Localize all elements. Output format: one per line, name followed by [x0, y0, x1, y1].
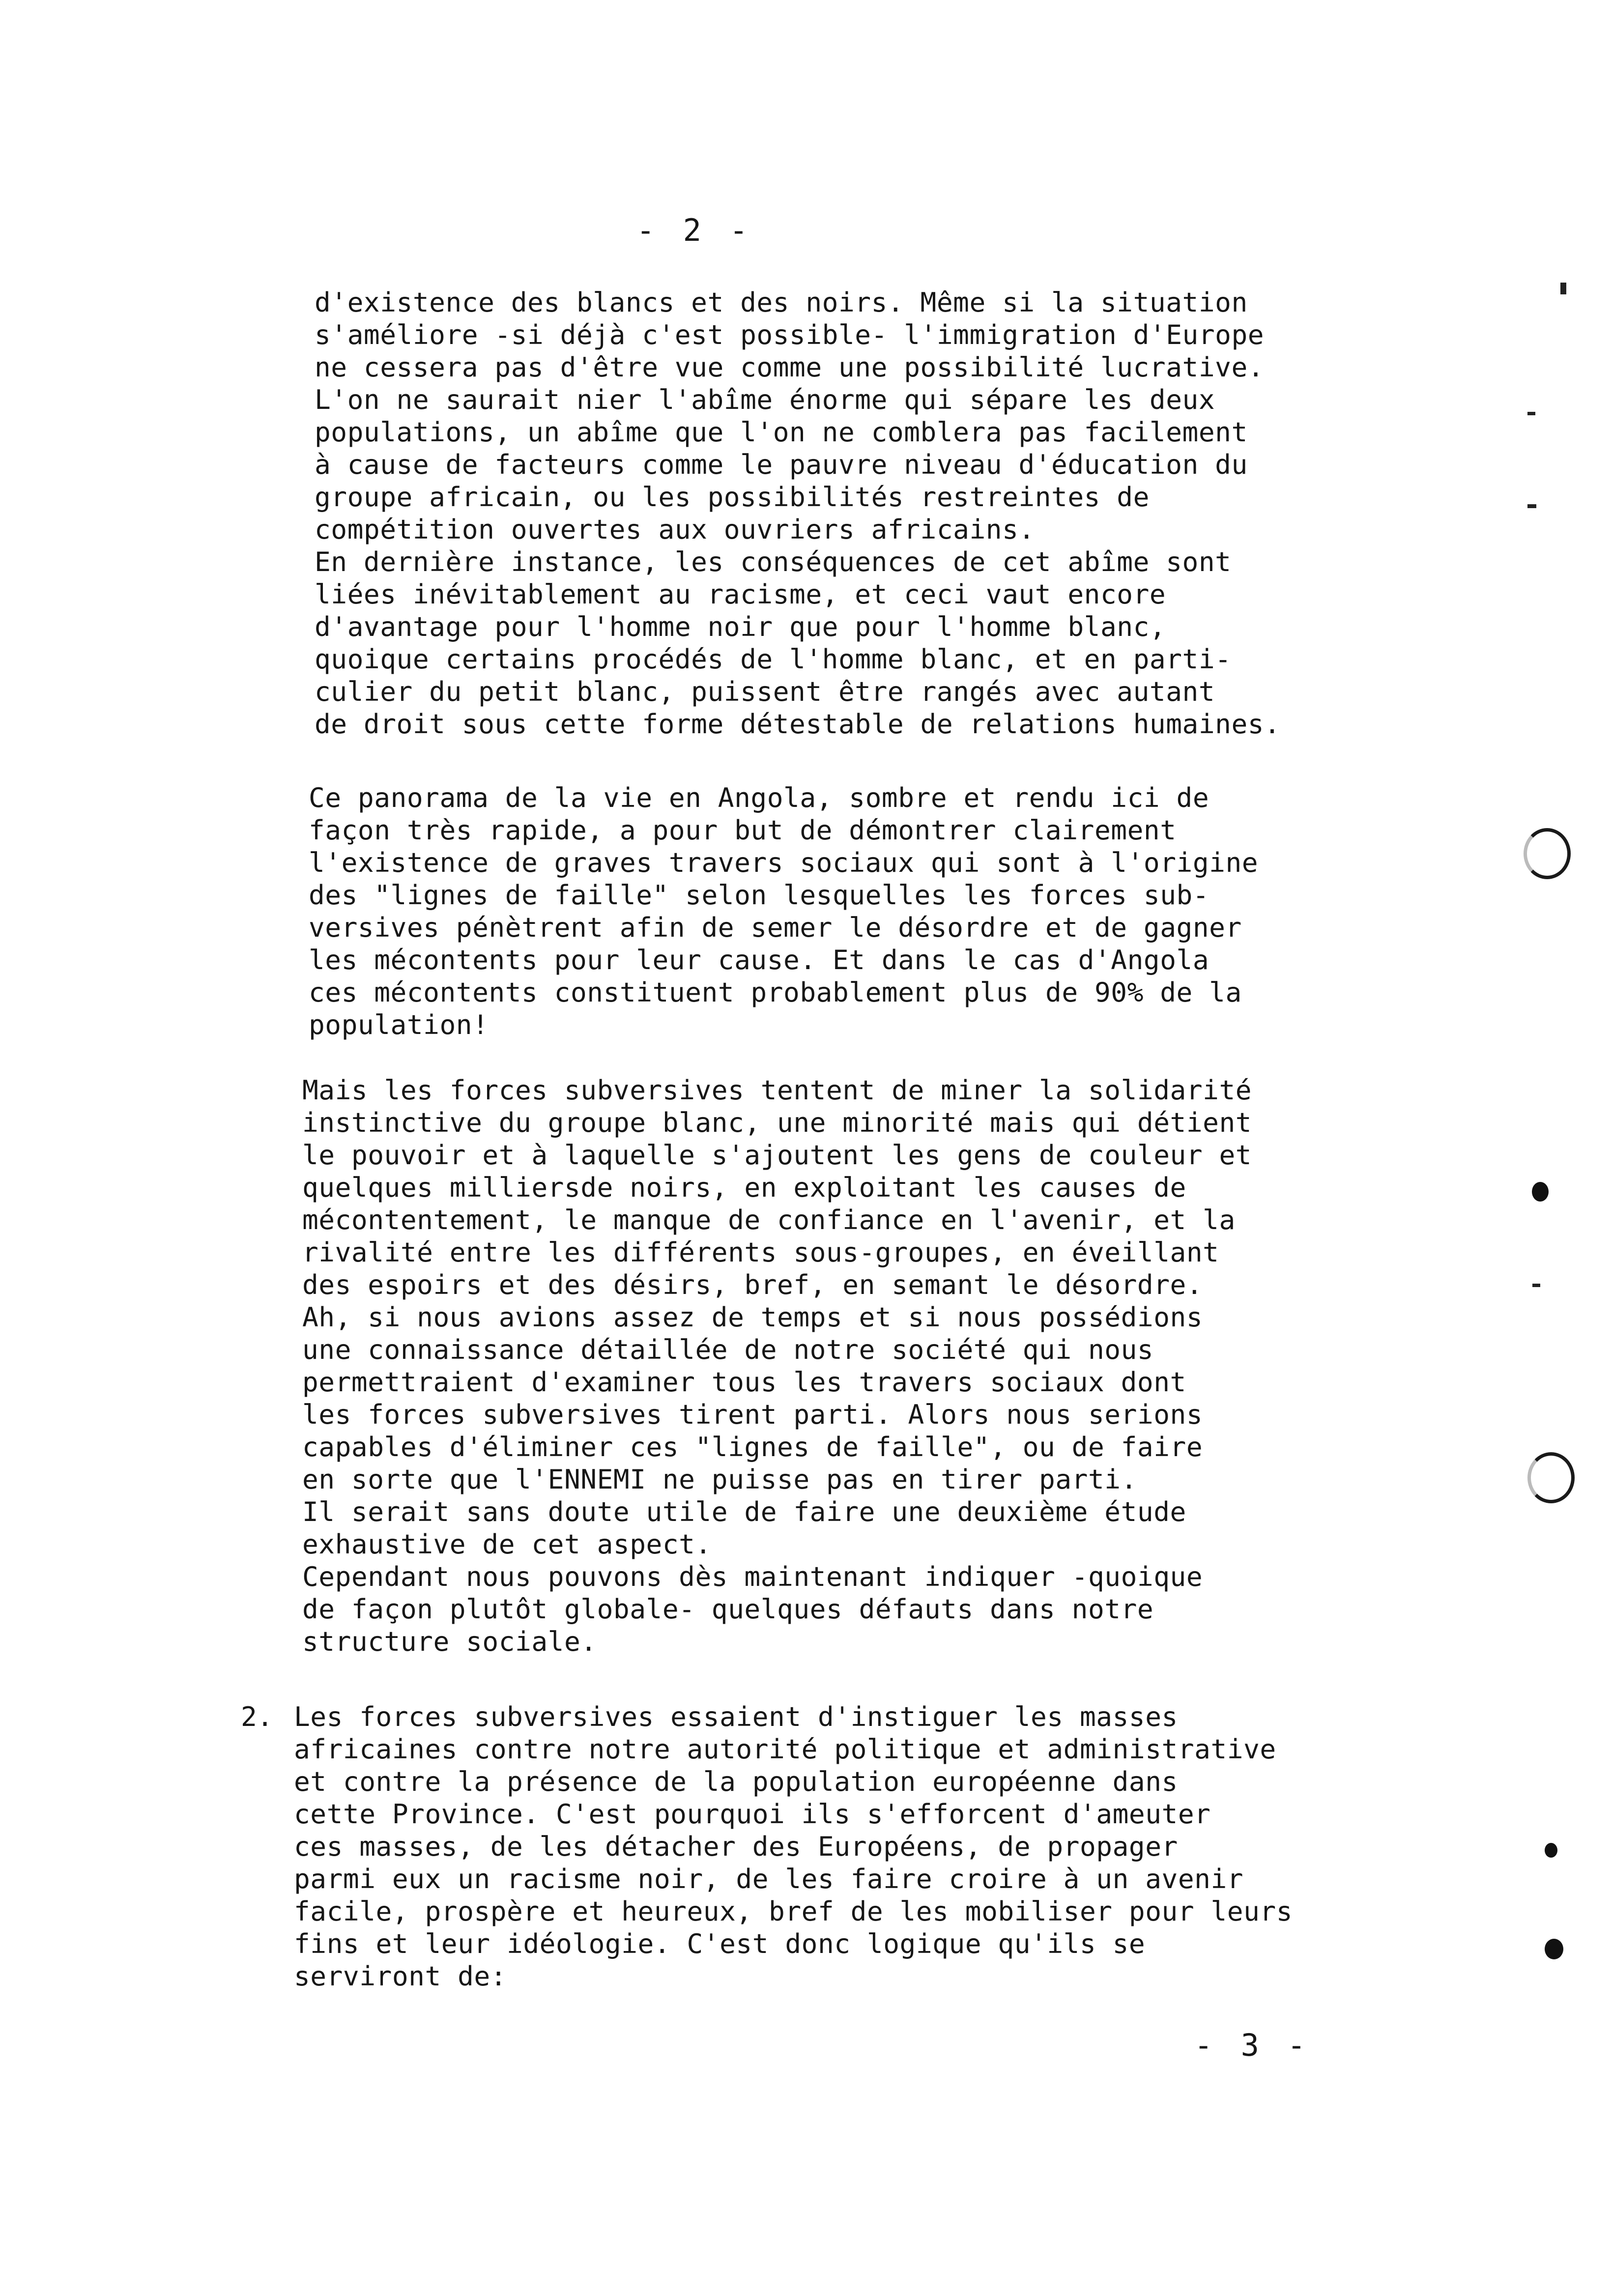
scan-speck: [1545, 1843, 1557, 1858]
scan-speck: [1545, 1939, 1563, 1959]
paragraph-4: Les forces subversives essaient d'instiguer les masses africaines contre notre autorité politique et administrative et contre la présence de la population européenne dans cette Province. C'est pourquoi ils s'efforcent d'ameuter ces masses, de les détacher des Européens, de propager parmi eux un racisme noir, de les faire croire à un avenir facile, prospère et heureux, bref de les mobiliser pour leurs fins et leur idéologie. C'est donc logique qu'ils se serviront de:: [294, 1701, 1293, 1992]
paragraph-2: Ce panorama de la vie en Angola, sombre et rendu ici de façon très rapide, a pour but de démontrer clairement l'existence de graves travers sociaux qui sont à l'origine des "lignes de faille" selon lesquelles les forces sub- versives pénètrent afin de semer le désordre et de gagner les mécontents pour leur cause. Et dans le cas d'Angola ces mécontents constituent probablement plus de 90% de la population!: [309, 782, 1259, 1040]
list-item-number: 2.: [241, 1701, 273, 1732]
paragraph-1: d'existence des blancs et des noirs. Même si la situation s'améliore -si déjà c'est possible- l'immigration d'Europe ne cessera pas d'être vue comme une possibilité lucrative. L'on ne saurait nier l'abîme énorme qui sépare les deux populations, un abîme que l'on ne comblera pas facilement à cause de facteurs comme le pauvre niveau d'éducation du groupe africain, ou les possibilités restreintes de compétition ouvertes aux ouvriers africains. En dernière instance, les conséquences de cet abîme sont liées inévitablement au racisme, et ceci vaut encore d'avantage pour l'homme noir que pour l'homme blanc, quoique certains procédés de l'homme blanc, et en parti- culier du petit blanc, puissent être rangés avec autant de droit sous cette forme détestable de relations humaines.: [315, 287, 1281, 740]
punch-hole-top: [1524, 828, 1571, 879]
scan-mark: [1527, 412, 1535, 415]
page-number-top: - 2 -: [636, 212, 753, 248]
scan-mark: [1527, 504, 1536, 508]
page-number-bottom: - 3 -: [1194, 2027, 1311, 2063]
punch-hole-bottom: [1527, 1452, 1575, 1503]
scan-mark: [1532, 1284, 1540, 1287]
scan-speck: [1532, 1182, 1549, 1202]
paragraph-3: Mais les forces subversives tentent de miner la solidarité instinctive du groupe blanc, une minorité mais qui détient le pouvoir et à laquelle s'ajoutent les gens de couleur et quelques milliersde noirs, en exploitant les causes de mécontentement, le manque de confiance en l'avenir, et la rivalité entre les différents sous-groupes, en éveillant des espoirs et des désirs, bref, en semant le désordre. Ah, si nous avions assez de temps et si nous possédions une connaissance détaillée de notre société qui nous permettraient d'examiner tous les travers sociaux dont les forces subversives tirent parti. Alors nous serions capables d'éliminer ces "lignes de faille", ou de faire en sorte que l'ENNEMI ne puisse pas en tirer parti. Il serait sans doute utile de faire une deuxième étude exhaustive de cet aspect. Cependant nous pouvons dès maintenant indiquer -quoique de façon plutôt globale- quelques défauts dans notre structure sociale.: [302, 1074, 1252, 1657]
scan-mark: [1560, 283, 1566, 294]
